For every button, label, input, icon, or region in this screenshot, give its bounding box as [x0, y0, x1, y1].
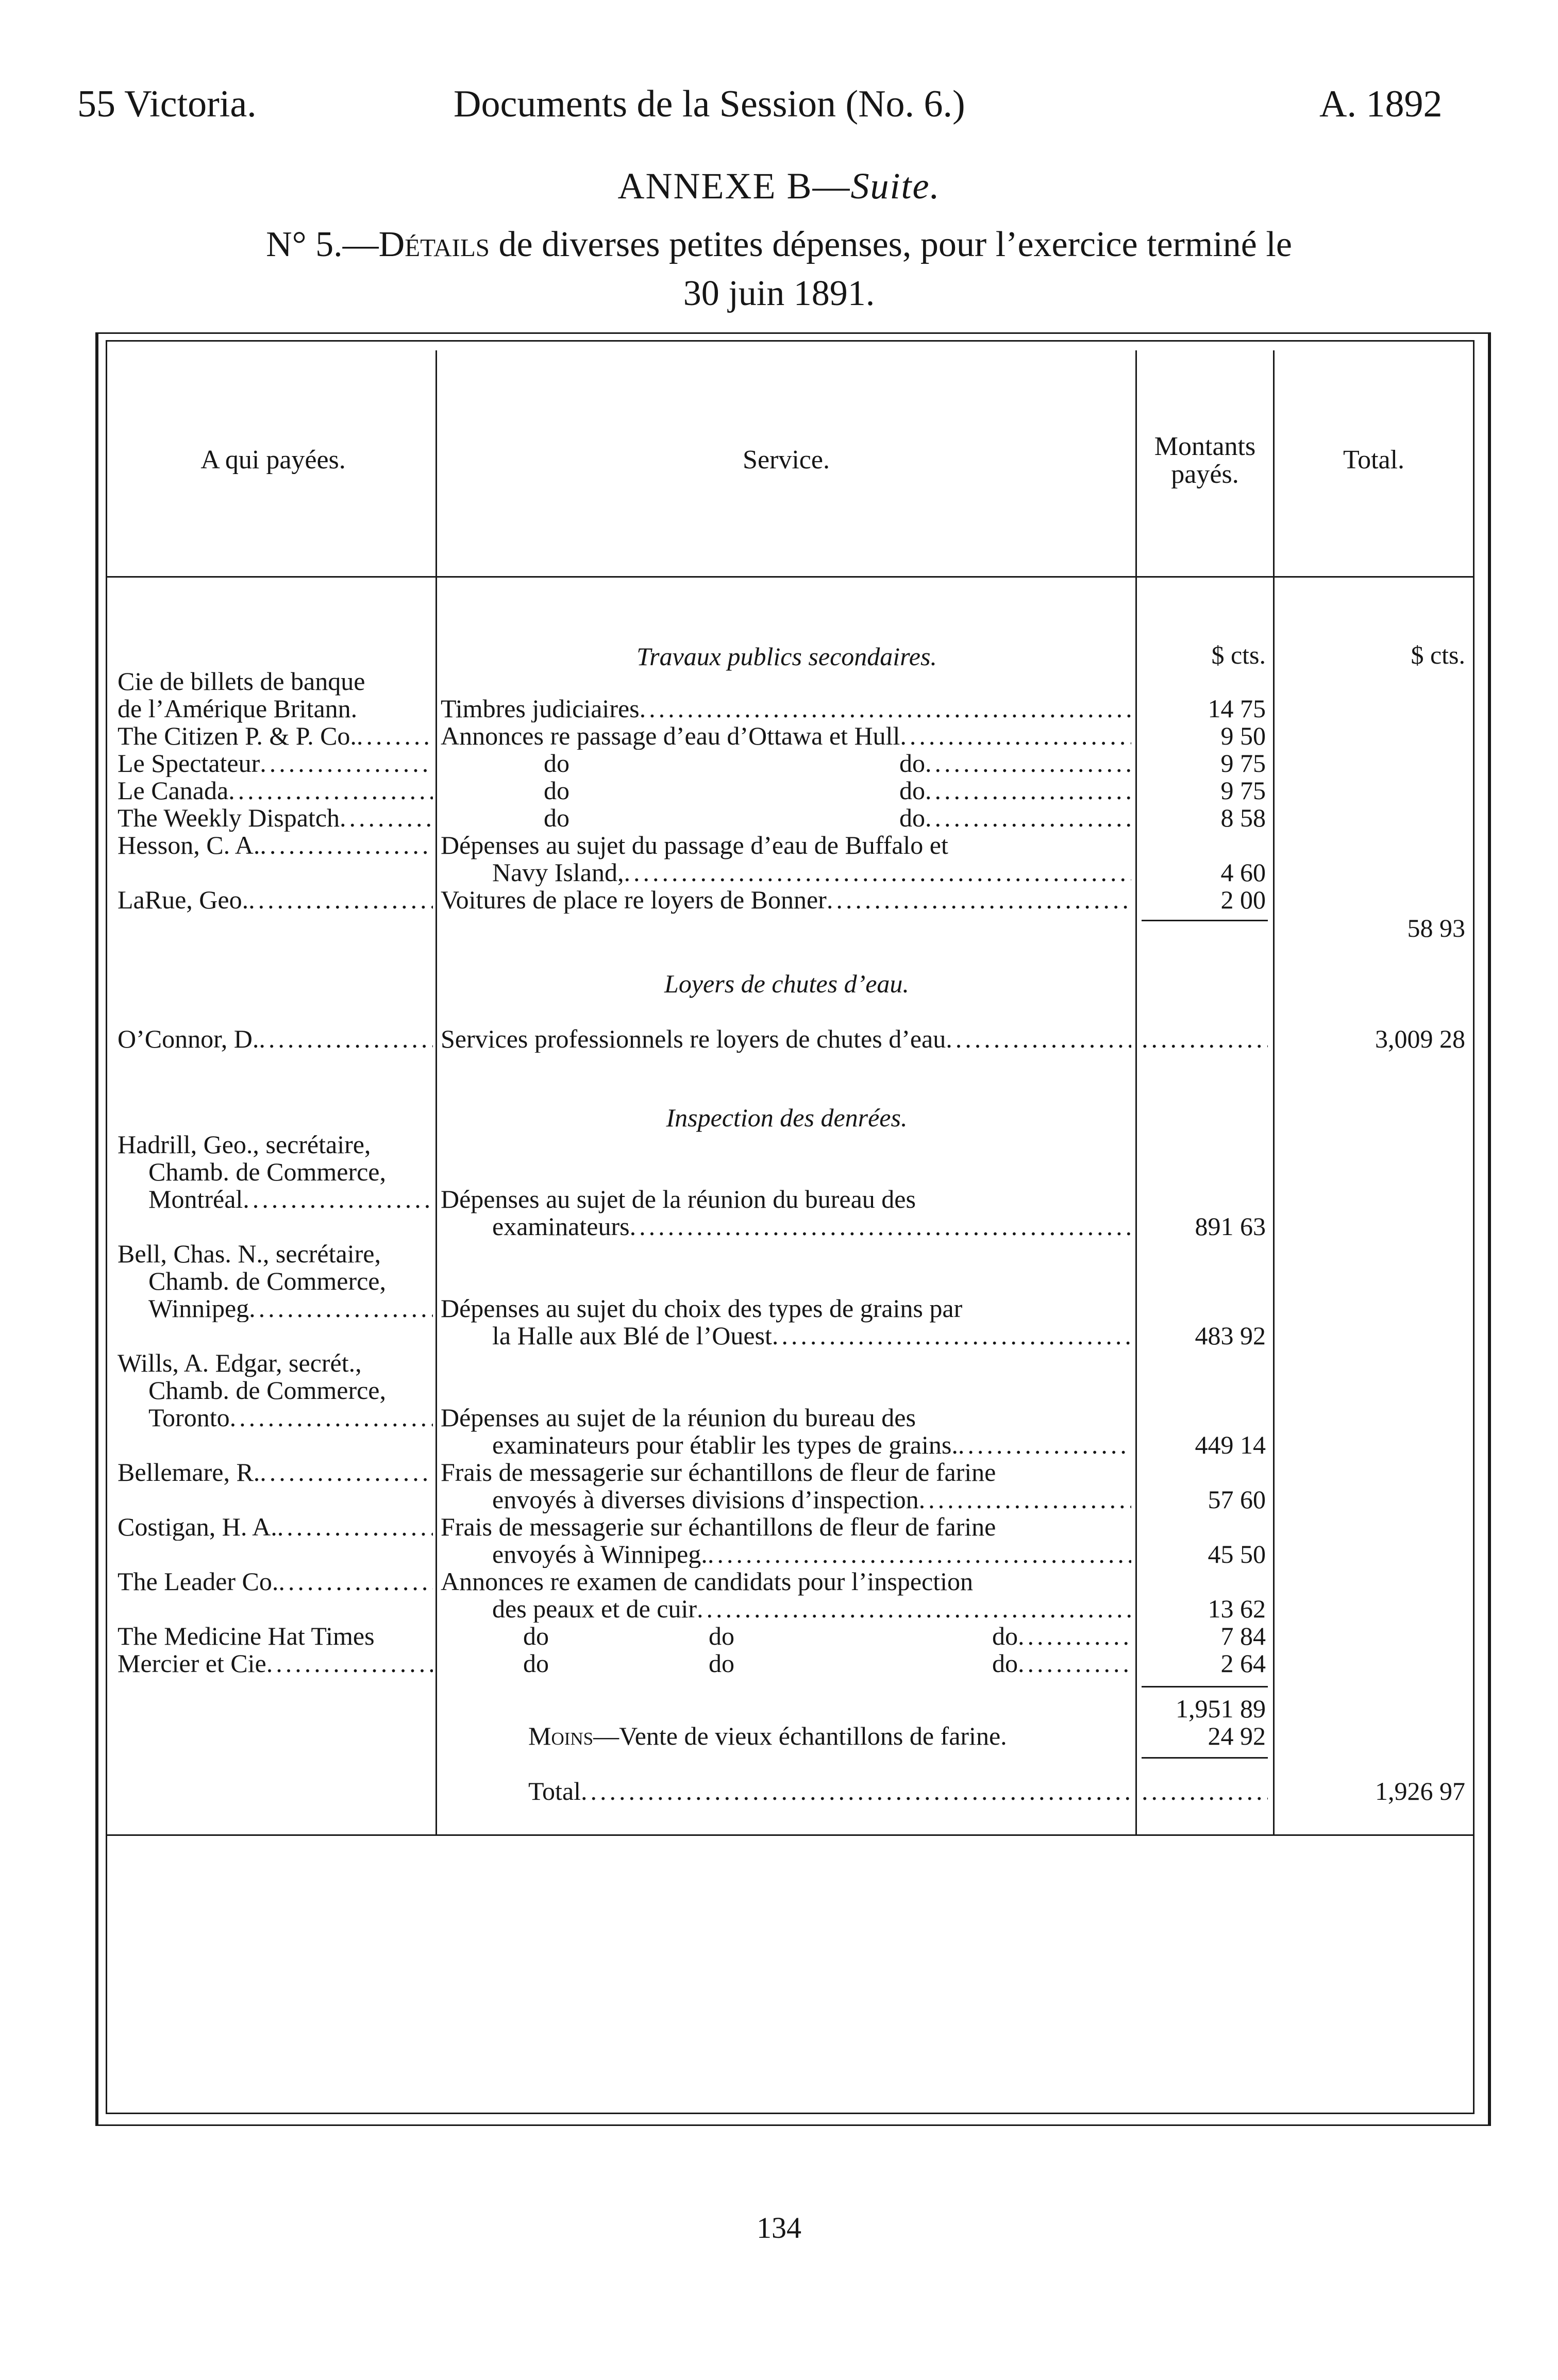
header-right: A. 1892 [1319, 83, 1443, 125]
service: Frais de messagerie sur échantillons de fleur de farine [441, 1458, 996, 1487]
payee: The Leader Co. ..... [118, 1568, 433, 1595]
service: Services professionnels re loyers de chutes d’eau ..... [441, 1025, 1131, 1053]
col-header-service: Service. [743, 445, 830, 475]
payee: Montréal ..... [148, 1186, 433, 1213]
service: Annonces re examen de candidats pour l’inspection [441, 1567, 973, 1596]
payee: Bell, Chas. N., secrétaire, [118, 1239, 381, 1268]
end-rule [106, 1834, 1475, 1836]
service-ditto: do ..... [899, 804, 1131, 832]
col-header-amount: Montants payés. [1154, 432, 1256, 489]
amount: 9 75 [1220, 776, 1266, 805]
col-rule-3 [1273, 350, 1275, 1834]
payee: Hesson, C. A. ..... [118, 832, 433, 859]
service-ditto: do [544, 803, 569, 832]
inner-right-rule [1473, 340, 1475, 2113]
payee: Bellemare, R. ..... [118, 1459, 433, 1486]
payee: Wills, A. Edgar, secrét., [118, 1348, 362, 1377]
amount: 7 84 [1220, 1622, 1266, 1650]
sum-rule [1142, 920, 1268, 921]
service-ditto: do [709, 1622, 734, 1650]
section-title: Loyers de chutes d’eau. [664, 969, 909, 998]
table-title-date: 30 juin 1891. [683, 274, 875, 313]
payee: de l’Amérique Britann. [118, 694, 358, 723]
payee: Toronto ..... [148, 1404, 433, 1431]
service-ditto: do [544, 776, 569, 805]
payee: Costigan, H. A. ..... [118, 1513, 433, 1541]
service: Dépenses au sujet de la réunion du bureau des [441, 1185, 916, 1213]
payee: Mercier et Cie ..... [118, 1650, 433, 1677]
service-ditto: do ..... [899, 750, 1131, 777]
amount: 2 00 [1220, 885, 1266, 914]
amount-leader [1142, 1778, 1268, 1805]
service: des peaux et de cuir ..... [492, 1595, 1131, 1623]
total-unit: $ cts. [1411, 640, 1465, 669]
service-ditto: do ..... [992, 1650, 1131, 1677]
payee: Chamb. de Commerce, [148, 1267, 386, 1295]
service-ditto: do [523, 1622, 549, 1650]
payee: Le Spectateur ..... [118, 750, 433, 777]
service: envoyés à diverses divisions d’inspection ..... [492, 1486, 1131, 1513]
amount: 9 75 [1220, 749, 1266, 778]
payee: Chamb. de Commerce, [148, 1376, 386, 1405]
amount: 13 62 [1208, 1594, 1266, 1623]
service-ditto: do [709, 1649, 734, 1678]
amount: 14 75 [1208, 694, 1266, 723]
service: examinateurs pour établir les types de grains. ..... [492, 1431, 1131, 1459]
payee: The Citizen P. & P. Co. ..... [118, 722, 433, 750]
page-number: 134 [757, 2211, 801, 2244]
col-header-total: Total. [1343, 445, 1405, 475]
section-total: 58 93 [1407, 914, 1465, 942]
moins-label: Moins—Vente de vieux échantillons de farine. [528, 1721, 1007, 1750]
sum-rule [1142, 1757, 1268, 1759]
service: Dépenses au sujet du choix des types de grains par [441, 1294, 963, 1323]
inner-bottom-rule [106, 2113, 1475, 2114]
service: envoyés à Winnipeg. ..... [492, 1541, 1131, 1568]
amount-leader [1142, 1025, 1268, 1053]
service: Annonces re passage d’eau d’Ottawa et Hull ..... [441, 722, 1131, 750]
amount: 483 92 [1195, 1321, 1266, 1350]
col-rule-1 [435, 350, 437, 1834]
payee: Cie de billets de banque [118, 667, 365, 696]
payee: LaRue, Geo. ..... [118, 886, 433, 914]
total-label: Total ..... [528, 1778, 1131, 1805]
section-total: 3,009 28 [1375, 1024, 1465, 1053]
amount: 2 64 [1220, 1649, 1266, 1678]
service: Navy Island, ..... [492, 859, 1131, 886]
amount: 8 58 [1220, 803, 1266, 832]
amount-unit: $ cts. [1211, 640, 1266, 669]
table-title: N° 5.—Détails de diverses petites dépenses, pour l’exercice terminé le [266, 225, 1292, 264]
service-ditto: do ..... [992, 1623, 1131, 1650]
inner-left-rule [106, 340, 107, 2113]
service: la Halle aux Blé de l’Ouest ..... [492, 1322, 1131, 1349]
service: Dépenses au sujet de la réunion du bureau des [441, 1403, 916, 1432]
section-title: Inspection des denrées. [666, 1103, 908, 1132]
subtotal: 1,951 89 [1176, 1694, 1266, 1723]
section-title: Travaux publics secondaires. [636, 642, 937, 671]
service: Frais de messagerie sur échantillons de fleur de farine [441, 1512, 996, 1541]
amount: 57 60 [1208, 1485, 1266, 1514]
service-ditto: do ..... [899, 777, 1131, 804]
service: Timbres judiciaires ..... [441, 695, 1131, 722]
service-ditto: do [523, 1649, 549, 1678]
payee: Le Canada ..... [118, 777, 433, 804]
payee: The Weekly Dispatch ..... [118, 804, 433, 832]
payee: O’Connor, D. ..... [118, 1025, 433, 1053]
moins-amount: 24 92 [1208, 1721, 1266, 1750]
inner-top-rule [106, 340, 1475, 342]
amount: 9 50 [1220, 721, 1266, 750]
amount: 891 63 [1195, 1212, 1266, 1241]
service-ditto: do [544, 749, 569, 778]
payee: Winnipeg ..... [148, 1295, 433, 1322]
service: examinateurs ..... [492, 1213, 1131, 1240]
payee: Hadrill, Geo., secrétaire, [118, 1130, 371, 1159]
amount: 45 50 [1208, 1540, 1266, 1568]
section-total: 1,926 97 [1375, 1777, 1465, 1805]
service: Dépenses au sujet du passage d’eau de Buffalo et [441, 831, 948, 859]
payee: The Medicine Hat Times [118, 1622, 375, 1650]
col-header-payee: A qui payées. [200, 445, 346, 475]
payee: Chamb. de Commerce, [148, 1157, 386, 1186]
header-left: 55 Victoria. [77, 83, 257, 125]
header-rule [106, 576, 1475, 578]
service: Voitures de place re loyers de Bonner ..... [441, 886, 1131, 914]
sum-rule [1142, 1686, 1268, 1687]
amount: 4 60 [1220, 858, 1266, 887]
annex-title: ANNEXE B—Suite. [617, 165, 941, 207]
header-center: Documents de la Session (No. 6.) [454, 83, 965, 125]
amount: 449 14 [1195, 1430, 1266, 1459]
